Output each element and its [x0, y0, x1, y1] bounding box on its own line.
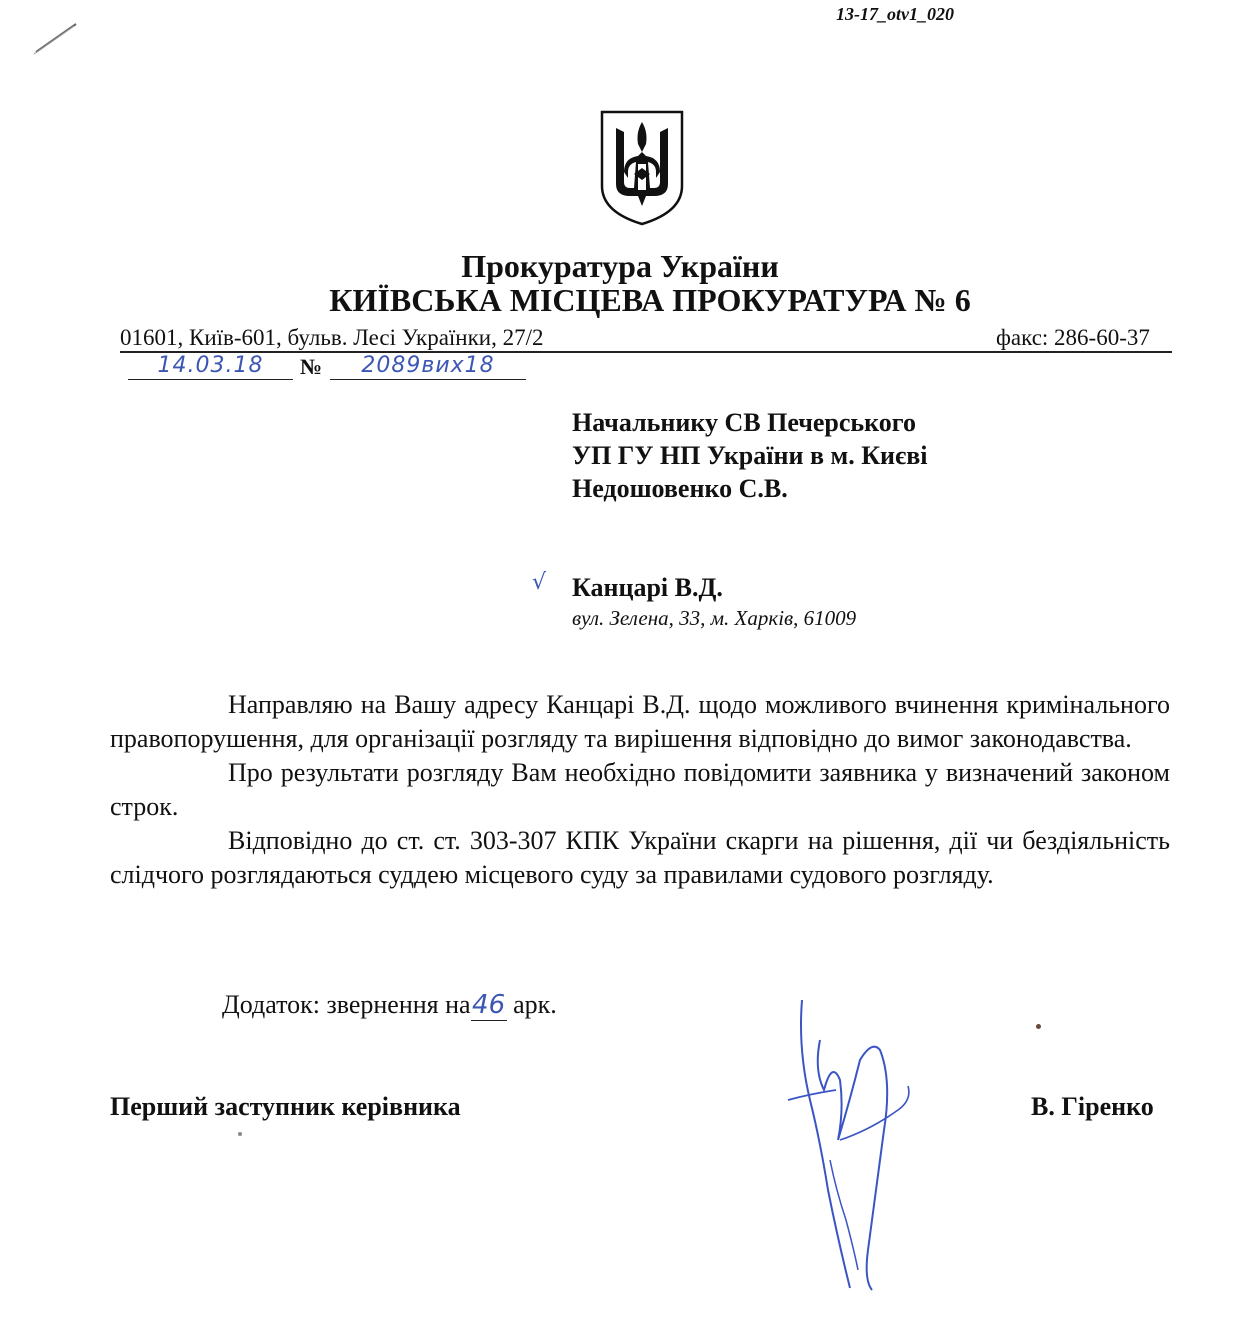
coat-of-arms-icon	[598, 108, 686, 226]
outgoing-number: 2089вих18	[330, 353, 526, 380]
paper-speck	[238, 1132, 242, 1136]
attachment-suffix: арк.	[513, 990, 557, 1019]
signer-title: Перший заступник керівника	[110, 1092, 461, 1121]
organization-title: Прокуратура України	[461, 248, 779, 284]
document-code: 13-17_otv1_020	[836, 4, 954, 24]
applicant-name: Канцарі В.Д.	[572, 573, 723, 602]
attachment-prefix: Додаток: звернення на	[222, 990, 471, 1019]
office-title: КИЇВСЬКА МІСЦЕВА ПРОКУРАТУРА № 6	[329, 282, 971, 318]
recipient-line-3: Недошовенко С.В.	[572, 474, 788, 503]
signer-name: В. Гіренко	[1031, 1092, 1154, 1121]
attachment-pages: 46	[472, 990, 506, 1020]
attachment-line	[222, 990, 557, 1021]
office-fax: факс: 286-60-37	[996, 325, 1150, 350]
applicant-address: вул. Зелена, 33, м. Харків, 61009	[572, 606, 857, 630]
office-address: 01601, Київ-601, бульв. Лесі Українки, 27/2	[120, 325, 544, 350]
pen-scratch	[30, 18, 80, 58]
paper-speck	[1036, 1024, 1041, 1029]
handwritten-signature	[780, 990, 930, 1300]
outgoing-number-label: №	[300, 354, 323, 379]
body-paragraph-1: Направляю на Вашу адресу Канцарі В.Д. щодо можливого вчинення кримінального правопорушення, для організації розгляду та вирішення відповідно до вимог законодавства.	[110, 690, 1170, 753]
body-paragraph-3: Відповідно до ст. ст. 303-307 КПК України скарги на рішення, дії чи бездіяльність слідчого розглядаються суддею місцевого суду за правилами судового розгляду.	[110, 826, 1170, 889]
letter-body	[110, 688, 1170, 892]
recipient-line-2: УП ГУ НП України в м. Києві	[572, 441, 928, 470]
body-paragraph-2: Про результати розгляду Вам необхідно повідомити заявника у визначений законом строк.	[110, 758, 1170, 821]
checkmark-icon: √	[532, 570, 547, 595]
outgoing-date: 14.03.18	[128, 353, 293, 380]
recipient-line-1: Начальнику СВ Печерського	[572, 408, 916, 437]
